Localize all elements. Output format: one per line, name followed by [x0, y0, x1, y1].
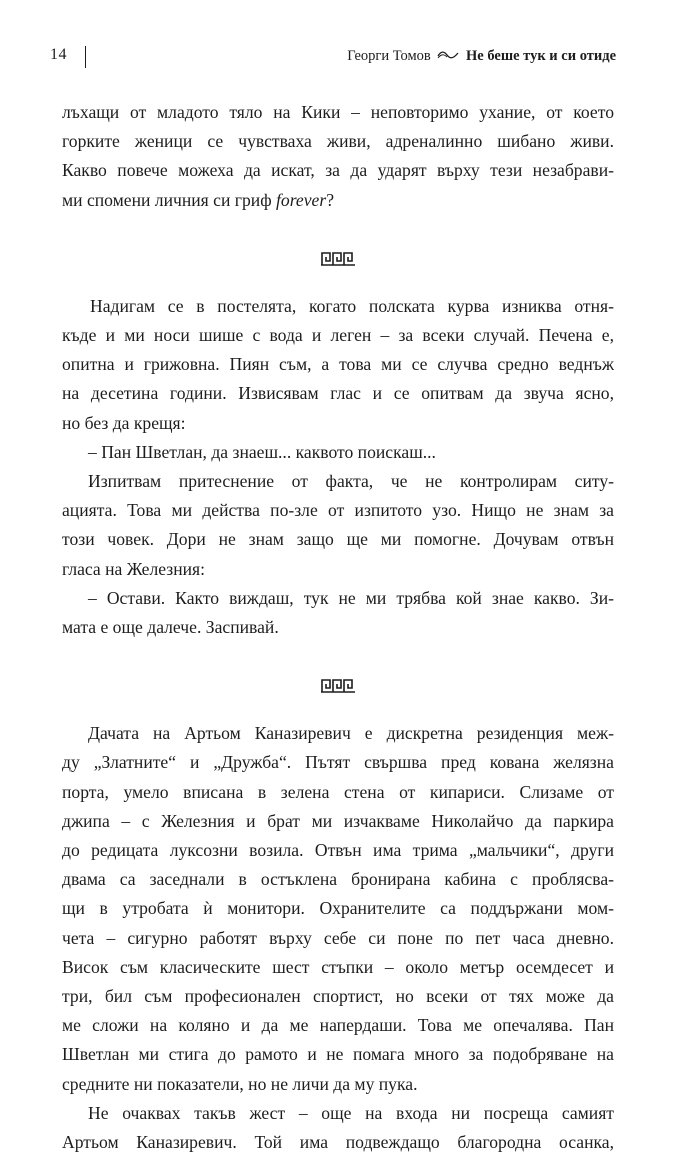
meander-ornament-icon — [62, 243, 614, 272]
text-line: три, бил съм професионален спортист, но всеки от тях може да — [62, 986, 614, 1007]
paragraph-continuation — [62, 98, 614, 215]
dialogue-line: – Пан Шветлан, да знаеш... каквото поискаш... — [88, 441, 436, 462]
text-line: но без да крещя: — [62, 412, 186, 433]
text-line: Артьом Каназиревич. Той има подвеждащо благородна осанка, — [62, 1132, 614, 1153]
section-3 — [62, 719, 614, 1157]
author-name: Георги Томов — [347, 48, 431, 64]
text-line: средните ни показатели, но не личи да му пука. — [62, 1073, 418, 1094]
text-line: Надигам се в постелята, когато полската курва изниква отня- — [90, 295, 614, 316]
text-line: Висок съм класическите шест стъпки – около метър осемдесет и — [62, 956, 614, 977]
text-line: лъхащи от младото тяло на Кики – неповторимо ухание, от което — [62, 102, 614, 122]
text-line: Дачата на Артьом Каназиревич е дискретна резиденция меж- — [88, 723, 614, 744]
text-line: опитна и грижовна. Пиян съм, а това ми се случва средно веднъж — [62, 354, 614, 375]
dialogue-line: – Остави. Както виждаш, тук не ми трябва кой знае какво. Зи- — [88, 587, 614, 608]
running-title — [347, 48, 616, 65]
section-space — [62, 699, 614, 719]
page-number: 14 — [50, 46, 67, 63]
text-line: на десетина години. Извисявам глас и се опитвам да звуча ясно, — [62, 383, 614, 404]
text-line: двама са заседнали в остъклена бронирана кабина с проблясва- — [62, 869, 614, 890]
text-line: мата е още далече. Заспивай. — [62, 617, 279, 638]
text-line: чета – сигурно работят върху себе си поне по пет часа дневно. — [62, 927, 614, 948]
section-space — [62, 215, 614, 243]
text-line: до редицата луксозни возила. Отвън има трима „мальчики“, други — [62, 840, 614, 861]
meander-ornament-icon — [62, 670, 614, 699]
book-title: Не беше тук и си отиде — [466, 48, 616, 64]
text-line-last — [62, 186, 614, 215]
text-line: гласа на Железния: — [62, 558, 206, 579]
text-line: горките женици се чувстваха живи, адреналинно шибано живи. — [62, 131, 614, 152]
section-space — [62, 642, 614, 670]
running-header — [50, 46, 616, 70]
page-number-divider — [85, 46, 86, 68]
text-line: ме сложи на коляно и да ме напердаши. Това ме опечалява. Пан — [62, 1015, 614, 1036]
text-line: Какво повече можеха да искат, за да ударят върху тези незабрави- — [62, 160, 614, 181]
text-line: порта, умело вписана в зелена стена от кипариси. Слизаме от — [62, 781, 614, 802]
italic-word: forever — [276, 189, 327, 210]
text-line: джипа – с Железния и брат ми изчакваме Николайчо да паркира — [62, 810, 614, 831]
text-line: Изпитвам притеснение от факта, че не контролирам ситу- — [88, 471, 614, 492]
section-space — [62, 272, 614, 292]
text-line: този човек. Дори не знам защо ще ми помогне. Дочувам отвън — [62, 529, 614, 550]
body-text — [62, 98, 614, 1157]
section-2 — [62, 292, 614, 642]
text-line: Шветлан ми стига до рамото и не помага много за подобряване на — [62, 1044, 614, 1065]
text-line: къде и ми носи шише с вода и леген – за всеки случай. Печена е, — [62, 325, 614, 346]
text-line-forever: ми спомени личния си гриф forever? — [62, 189, 334, 210]
text-line: ацията. Това ми действа по-зле от изпитото узо. Нищо не знам за — [62, 500, 614, 521]
text-line: Не очаквах такъв жест – още на входа ни посреща самият — [88, 1102, 614, 1123]
text-line: ду „Златните“ и „Дружба“. Пътят свършва пред кована желязна — [62, 752, 614, 773]
text-line: щи в утробата ѝ монитори. Охранителите са поддържани мом- — [62, 898, 614, 919]
wave-ornament-icon — [437, 48, 459, 65]
